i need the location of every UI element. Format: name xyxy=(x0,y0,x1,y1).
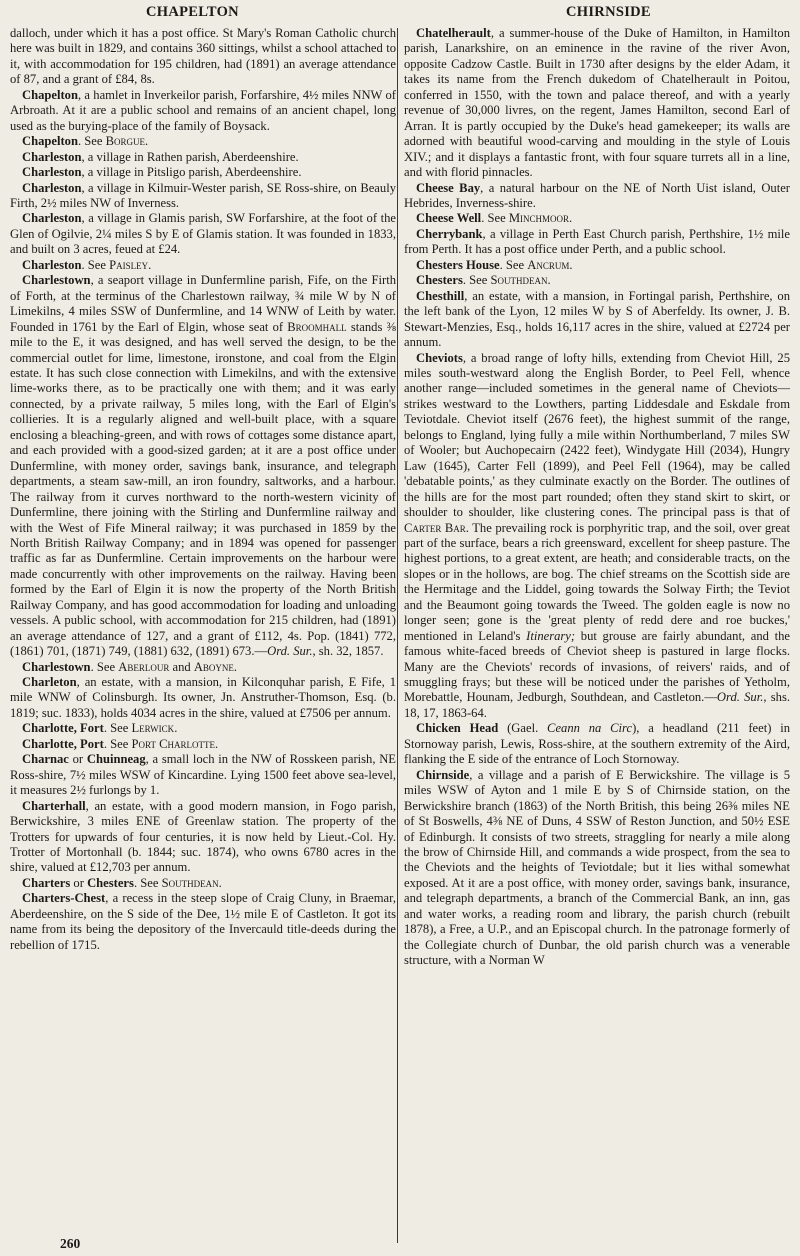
entry-text: . The prevailing rock is porphyritic trap, and the soil, over great part of the surface, bears a rich greensward, excellent for sheep pasture. The highest portions, to a great extent, are heath; and considerable tracts, on the slopes or in the hollows, are bog. The chief streams on the Scottish side are the Hermitage and the Liddel, going towards the Solway Firth; the Teviot and the Beaumont going towards the Tweed. The golden eagle is now no longer seen; gone is the 'great plenty of redd dere and roe buckes,' mentioned in Leland's xyxy=(404,520,790,643)
entry-headword: Charlestown xyxy=(22,273,91,288)
entry-text: , a seaport village in Dunfermline parish, Fife, on the Firth of Forth, at the terminus of the Charlestown railway, ¾ mile W by N of Limekilns, 4 miles SSW of Dunfermline, and 14 WNW of Leith by water. Founded in 1761 by the Earl of Elgin, whose seat of xyxy=(10,273,396,334)
gazetteer-entry xyxy=(10,181,396,212)
entry-text: . xyxy=(145,134,149,149)
cross-reference: Lerwick xyxy=(131,721,175,736)
gazetteer-entry xyxy=(404,211,790,226)
entry-text: stands ⅜ mile to the E, it was designed, and has well served the design, to be the commercial outlet for lime, limestone, ironstone, and coal from the Elgin estate. It has such close connection with Limekilns, and with the extensive lime-works there, as to be practically one with them; and it was early connected, by a private railway, 5 miles long, with the Earl of Elgin's collieries. It is a regularly aligned and well-built place, with a square enclosing a bleaching-green, and with rows of cottages some distance apart, and each provided with a good-sized garden; at it are a post office under Dunfermline, with money order, savings bank, insurance, and telegraph departments, a steam saw-mill, an iron foundry, saltworks, and a harbour. The railway from it curves northward to the north-western vicinity of Dunfermline, there joining with the Stirling and Dunfermline railway and with the West of Fife Mineral railway; it was purchased in 1859 by the North British Railway Company; and in 1894 was opened for passenger traffic as far as Dunfermline. Certain improvements on the harbour were made concurrently with other improvements on the railway. Having been formed by the Earl of Elgin it is now the property of the North British Railway Company, and has good accommodation for loading and unloading vessels. A public school, with accommodation for 215 children, had (1891) an average attendance of 127, and a grant of £112, 4s. Pop. (1841) 772, (1861) 701, (1871) 749, (1881) 632, (1891) 673.— xyxy=(10,319,396,659)
italic-citation: Ceann na Circ xyxy=(547,721,633,736)
gazetteer-entry xyxy=(10,721,396,736)
gazetteer-entry xyxy=(10,876,396,891)
entry-headword: Charleston xyxy=(22,149,82,164)
entry-text: . See xyxy=(133,875,162,890)
gazetteer-entry xyxy=(404,351,790,722)
entry-text: or xyxy=(70,875,88,890)
gazetteer-entry xyxy=(404,768,790,969)
gazetteer-entry xyxy=(10,799,396,876)
entry-text: , a village in Perth East Church parish, Perthshire, 1½ mile from Perth. It has a post office under Perth, and a public school. xyxy=(404,226,790,257)
gazetteer-entry xyxy=(10,273,396,659)
entry-headword: Cheviots xyxy=(416,350,463,365)
gazetteer-entry xyxy=(10,752,396,798)
entry-text: , a village in Glamis parish, SW Forfarshire, at the foot of the Glen of Ogilvie, 2¼ miles S by E of Glamis station. It was founded in 1833, and built on 3 acres, feued at £24. xyxy=(10,211,396,257)
gazetteer-entry xyxy=(10,737,396,752)
entry-text: but grouse are fairly abundant, and the famous white-faced breeds of Cheviot sheep is pastured in large flocks. Many are the Cheviots' records of invasions, of reivers' raids, and of smuggling frays; but these will be noticed under the parishes of Yetholm, Morebattle, Hounam, Jedburgh, Southdean, and Castleton.— xyxy=(404,628,791,705)
entry-text: , a natural harbour on the NE of North Uist island, Outer Hebrides, Inverness-shire. xyxy=(404,180,790,210)
entry-text: . xyxy=(569,257,573,272)
cross-reference: Port Charlotte xyxy=(131,736,215,751)
gazetteer-entry xyxy=(10,134,396,149)
entry-headword: Charterhall xyxy=(22,798,86,813)
gazetteer-entry xyxy=(10,660,396,675)
entry-text: , an estate, with a mansion, in Kilconquhar parish, E Fife, 1 mile WNW of Colinsburgh. Its owner, Jn. Anstruther-Thomson, Esq. (b. 1819; suc. 1833), holds 4034 acres in the shire, valued at £7506 per annum. xyxy=(10,675,396,720)
cross-reference: Ancrum xyxy=(527,257,570,272)
entry-text: . xyxy=(569,211,573,226)
entry-headword-alt: Chuinneag xyxy=(86,752,146,767)
gazetteer-entry xyxy=(404,258,790,273)
entry-text: dalloch, under which it has a post office. St Mary's Roman Catholic church here was built in 1829, and contains 360 sittings, whilst a school attached to it, with accommodation for 195 children, had (1891) an average attendance of 87, and a grant of £84, 8s. xyxy=(10,26,396,87)
entry-text: , a village and a parish of E Berwickshire. The village is 5 miles WSW of Ayton and 1 mile E by S of Chirnside station, on the Berwickshire branch (1863) of the North British, this being 26⅜ miles NE of St Boswells, 4⅜ NE of Duns, 4 SSW of Reston Junction, and 50½ ESE of Edinburgh. It consists of two streets, straggling for nearly a mile along the brow of Chirnside Hill, and commands a wide prospect, from the sea to the Cheviots and the heights of Teviotdale; but it lies withal somewhat exposed. At it are a post office, with money order, savings bank, insurance, and telegraph departments, a branch of the Commercial Bank, an inn, gas and water works, a reading room and library, the parish church (rebuilt 1878), a Free, a U.P., and an Episcopal church. In the patronage formerly of the Collegiate church of Dunbar, the old parish church was a venerable structure, with a Norman W xyxy=(404,767,790,968)
entry-headword: Chapelton xyxy=(22,134,78,149)
entry-text: or xyxy=(68,752,87,767)
entry-headword: Chatelherault xyxy=(416,26,491,40)
entry-text: , an estate, with a good modern mansion, in Fogo parish, Berwickshire, 3 miles ENE of Greenlaw station. The property of the Trotters for upwards of four centuries, it is now held by Lieut.-Col. Hy. Trotter of Mortonhall (b. 1844; suc. 1874), who owns 6780 acres in the shire, valued at £12,703 per annum. xyxy=(10,798,396,875)
gazetteer-entry xyxy=(404,289,790,351)
italic-citation: Ord. Sur. xyxy=(716,690,764,705)
entry-text: . See xyxy=(77,134,106,149)
entry-text: , an estate, with a mansion, in Fortingal parish, Perthshire, on the left bank of the Lyon, 12 miles W by S of Aberfeldy. Its owner, J. B. Stewart-Menzies, Esq., holds 16,117 acres in the shire, valued at £2724 per annum. xyxy=(404,288,790,350)
running-head-left: CHAPELTON xyxy=(146,4,239,20)
entry-text: and xyxy=(169,659,194,674)
cross-reference: Southdean xyxy=(490,273,548,288)
entry-text: . xyxy=(148,257,152,272)
entry-headword: Chesters House xyxy=(416,257,500,272)
cross-reference: Paisley xyxy=(109,257,149,272)
entry-text: . See xyxy=(481,211,509,226)
entry-text: . See xyxy=(103,736,132,751)
gazetteer-entry xyxy=(10,675,396,721)
entry-text: . xyxy=(215,736,219,751)
gazetteer-entry xyxy=(10,88,396,134)
entry-headword: Charleton xyxy=(22,675,77,690)
entry-text: , a recess in the steep slope of Craig Cluny, in Braemar, Aberdeenshire, on the S side of the Dee, 1½ mile E of Castleton. It got its name from its being the depository of the Invercauld title-deeds during the rebellion of 1715. xyxy=(10,891,396,952)
entry-text: . xyxy=(233,659,238,674)
entry-headword-alt: Chesters xyxy=(87,875,134,890)
entry-text: , a small loch in the NW of Rosskeen parish, NE Ross-shire, 7½ miles WSW of Kincardine. Lying 1500 feet above sea-level, it measures 2½ furlongs by 1. xyxy=(10,752,396,798)
cross-reference: Borgue xyxy=(105,134,146,149)
entry-text: . See xyxy=(103,721,132,736)
entry-headword: Cherrybank xyxy=(416,226,483,241)
entry-headword: Charlestown xyxy=(22,659,91,674)
entry-headword: Charleston xyxy=(22,211,82,226)
gazetteer-entry xyxy=(404,26,790,181)
cross-reference: Southdean xyxy=(161,875,219,890)
gazetteer-entry xyxy=(10,891,396,953)
entry-headword: Cheese Well xyxy=(416,211,482,226)
cross-reference: Broomhall xyxy=(287,319,347,334)
entry-text: (Gael. xyxy=(498,721,548,736)
entry-headword: Charlotte, Fort xyxy=(22,721,104,736)
entry-text: . See xyxy=(90,659,119,674)
running-head-right: CHIRNSIDE xyxy=(566,4,651,20)
gazetteer-entry xyxy=(10,211,396,257)
entry-headword: Charleston xyxy=(22,257,82,272)
gazetteer-entry xyxy=(10,165,396,180)
entry-text: , sh. 32, 1857. xyxy=(312,644,384,659)
entry-headword: Chapelton xyxy=(22,87,78,102)
entry-text: . See xyxy=(462,273,491,288)
entry-text: . xyxy=(547,273,551,288)
entry-text: , a village in Kilmuir-Wester parish, SE Ross-shire, on Beauly Firth, 2½ miles NW of Inverness. xyxy=(10,180,396,210)
entry-text: , a summer-house of the Duke of Hamilton, in Hamilton parish, Lanarkshire, on an eminence in the ravine of the river Avon, opposite Cadzow Castle. Built in 1730 after designs by the elder Adam, it takes its name from the French dukedom of Chatelherault in Poitou, conferred in 1550, with the town and palace thereof, and with a yearly revenue of 30,000 livres, on the regent, James Hamilton, second Earl of Arran. It is partly occupied by the Duke's head gamekeeper; its walls are adorned with beautiful wood-carving and moulding in the style of Louis XIV.; and it displays a fantastic front, with four square turrets all in a line, and with florid pinnacles. xyxy=(404,26,790,180)
entry-headword: Chicken Head xyxy=(416,721,499,736)
left-column xyxy=(10,26,396,953)
gazetteer-entry xyxy=(404,273,790,288)
entry-text: ), a headland (211 feet) in Stornoway parish, Lewis, Ross-shire, at the southern extremity of the Aird, flanking the E side of the entrance of Loch Stornoway. xyxy=(404,721,791,767)
entry-headword: Charlotte, Port xyxy=(22,736,104,751)
entry-text: , a village in Rathen parish, Aberdeenshire. xyxy=(81,149,299,164)
cross-reference: Minchmoor xyxy=(508,211,570,226)
cross-reference: Carter Bar xyxy=(404,520,466,535)
entry-text: , a broad range of lofty hills, extending from Cheviot Hill, 25 miles south-westward along the English Border, to Peel Fell, whence another range—included sometimes in the general name of Cheviots—strikes westward to the Lowthers, parting Liddesdale and Eskdale from Teviotdale. Cheviot itself (2676 feet), the highest summit of the range, belongs to England, lying fully a mile within Northumberland, 7 miles SW of Wooler; but Auchopecairn (2422 feet), Windygate Hill (2034), Hungry Law (1645), Carter Fell (1899), and Peel Fell (1964), may be called 'debatable points,' as they culminate exactly on the Border. The outlines of the hills are for the most part rounded; often they stand skirt to skirt, or shoulder to shoulder, like clustering cones. The principal pass is that of xyxy=(404,350,790,520)
entry-headword: Chirnside xyxy=(416,767,470,782)
entry-headword: Charters xyxy=(22,875,71,890)
entry-headword: Charnac xyxy=(22,752,69,767)
entry-text: . See xyxy=(499,257,528,272)
entry-text: , shs. 18, 17, 1863-64. xyxy=(404,690,790,720)
page-number: 260 xyxy=(60,1236,81,1251)
entry-text: , a village in Pitsligo parish, Aberdeenshire. xyxy=(81,165,302,180)
gazetteer-entry xyxy=(404,721,790,767)
entry-text: . xyxy=(174,721,178,736)
gazetteer-entry xyxy=(10,150,396,165)
gazetteer-entry xyxy=(404,227,790,258)
entry-headword: Chesthill xyxy=(416,288,465,303)
right-column xyxy=(404,26,790,969)
column-divider xyxy=(397,28,398,1243)
entry-headword: Charleston xyxy=(22,180,82,195)
entry-headword: Cheese Bay xyxy=(416,180,481,195)
italic-citation: Itinerary; xyxy=(526,628,576,643)
gazetteer-entry xyxy=(10,26,396,88)
cross-reference: Aberlour xyxy=(118,659,170,674)
entry-text: . See xyxy=(81,257,110,272)
entry-headword: Chesters xyxy=(416,273,463,288)
gazetteer-entry xyxy=(404,181,790,212)
entry-text: , a hamlet in Inverkeilor parish, Forfarshire, 4½ miles NNW of Arbroath. At it are a public school and remains of an ancient chapel, long used as the burying-place of the family of Boysack. xyxy=(10,87,396,133)
italic-citation: Ord. Sur. xyxy=(267,644,313,659)
entry-text: . xyxy=(218,875,222,890)
cross-reference: Aboyne xyxy=(193,659,234,674)
gazetteer-entry xyxy=(10,258,396,273)
entry-headword: Charleston xyxy=(22,165,82,180)
entry-headword: Charters-Chest xyxy=(22,891,106,906)
